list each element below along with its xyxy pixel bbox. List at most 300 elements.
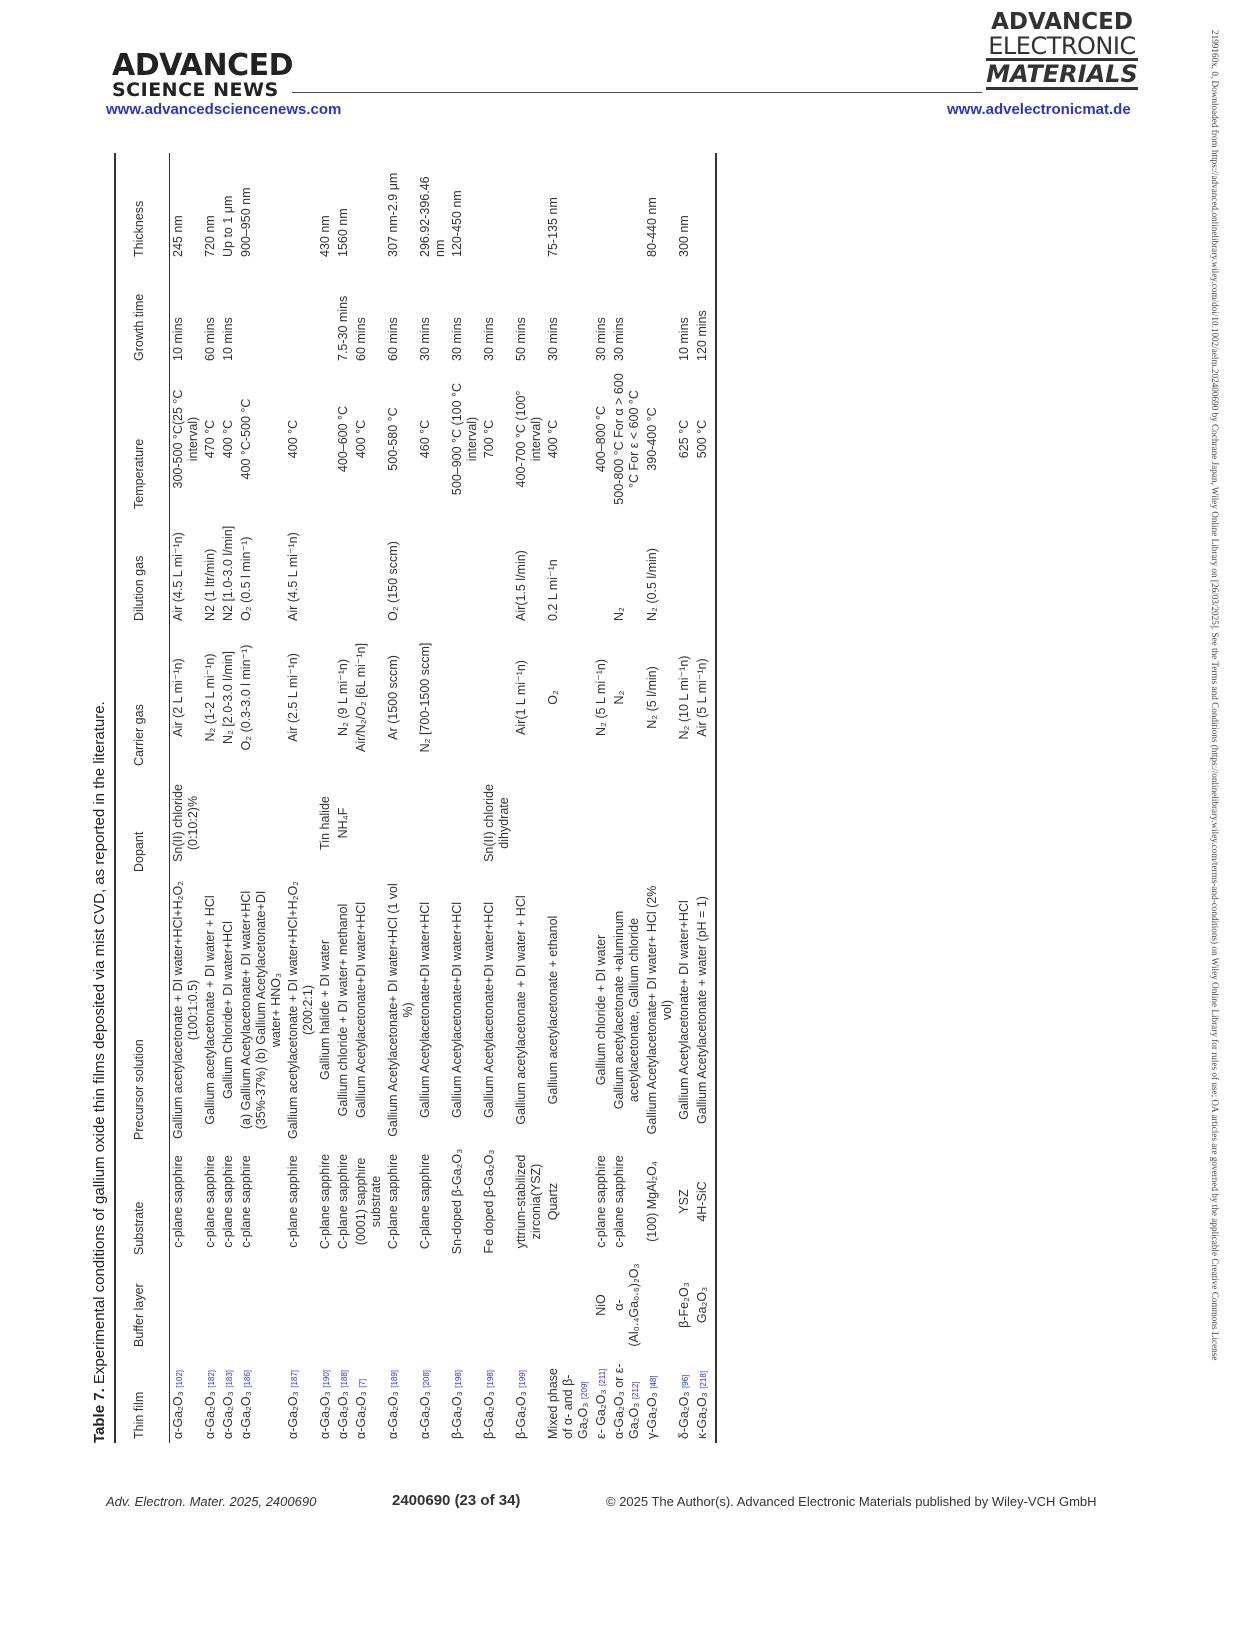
cell-growth-time-text: 30 mins: [612, 317, 626, 361]
cell-temperature: [238, 365, 285, 513]
cell-carrier-gas: [676, 625, 694, 770]
cell-temperature: [593, 365, 611, 513]
cell-carrier-gas: [449, 625, 481, 770]
cell-precursor-text: Gallium Acetylacetonate+ DI water+HCl: [677, 900, 691, 1120]
cell-dilution-gas: [385, 513, 417, 625]
cell-substrate: [285, 1144, 317, 1259]
download-note: 2199160x, 0, Downloaded from https://advanced.onlinelibrary.wiley.com/doi/10.1002/aelm.202400690 by Cochrane Japan, Wiley Online Library on [26/03/2025]. See the Terms and Conditions (https://onlinelibrary.wiley.com/terms-and-conditions) on Wiley Online Library for rules of use; OA articles are governed by the applicable Creative Commons License: [1210, 30, 1220, 1361]
footer-journal: Adv. Electron. Mater. 2025, 2400690: [106, 1494, 317, 1509]
reference-link[interactable]: [186]: [243, 1369, 252, 1388]
cell-thickness-text: 300 nm: [677, 215, 691, 257]
cell-carrier-gas: [335, 625, 353, 770]
reference-link[interactable]: [183]: [225, 1369, 234, 1388]
cell-temperature-text: 460 °C: [418, 419, 432, 459]
cell-buffer-layer: [317, 1259, 335, 1351]
cell-growth-time-text: 120 mins: [695, 310, 709, 361]
cell-temperature-text: 400 °C: [286, 419, 300, 459]
cell-thin-film-text: β-Ga₂O₃: [482, 1391, 496, 1439]
cell-growth-time: [694, 261, 716, 365]
cell-dilution-gas: [335, 513, 353, 625]
cell-thin-film: [545, 1351, 593, 1443]
cell-substrate-text: c-plane sapphire: [221, 1155, 235, 1248]
table-row: [676, 153, 694, 1443]
reference-link[interactable]: [96]: [681, 1374, 690, 1389]
cell-thickness: [353, 153, 385, 261]
cell-temperature-text: 400-700 °C (100° interval): [514, 390, 543, 488]
table-row: [545, 153, 593, 1443]
cell-carrier-gas: [513, 625, 545, 770]
reference-link[interactable]: [208]: [422, 1369, 431, 1388]
cell-thin-film: [238, 1351, 285, 1443]
cell-carrier-gas: [238, 625, 285, 770]
cell-substrate-text: (100) MgAl₂O₄: [645, 1161, 659, 1242]
cell-substrate: [676, 1144, 694, 1259]
cell-thickness-text: 120-450 nm: [450, 190, 464, 257]
cell-precursor: [481, 876, 513, 1144]
cell-thin-film-text: β-Ga₂O₃: [514, 1391, 528, 1439]
cell-substrate: [417, 1144, 449, 1259]
cell-thin-film-text: κ-Ga₂O₃: [695, 1392, 709, 1439]
col-header-dilution-gas: Dilution gas: [115, 513, 170, 625]
cell-substrate: [238, 1144, 285, 1259]
cell-precursor-text: Gallium acetylacetonate + DI water + HCl: [203, 895, 217, 1125]
cell-buffer-layer: [481, 1259, 513, 1351]
cell-carrier-gas: [481, 625, 513, 770]
cell-precursor-text: Gallium halide + DI water: [318, 940, 332, 1080]
col-header-precursor: Precursor solution: [115, 876, 170, 1144]
cell-temperature-text: 700 °C: [482, 419, 496, 459]
left-logo-line2: SCIENCE NEWS: [112, 79, 279, 101]
cell-dilution-gas: [285, 513, 317, 625]
col-header-growth-time: Growth time: [115, 261, 170, 365]
cell-thickness-text: 296.92-396.46 nm: [418, 176, 447, 257]
cell-substrate: [694, 1144, 716, 1259]
cell-growth-time: [285, 261, 317, 365]
reference-link[interactable]: [212]: [631, 1381, 640, 1400]
cell-growth-time-text: 30 mins: [594, 317, 608, 361]
reference-link[interactable]: [187]: [290, 1369, 299, 1388]
reference-link[interactable]: [211]: [598, 1368, 607, 1386]
reference-link[interactable]: [188]: [340, 1369, 349, 1388]
cell-precursor-text: Gallium Acetylacetonate + water (pH = 1): [695, 896, 709, 1124]
cell-carrier-gas: [317, 625, 335, 770]
cell-precursor-text: Gallium acetylacetonate + ethanol: [546, 915, 560, 1105]
cell-carrier-gas: [417, 625, 449, 770]
cell-thin-film-text: γ-Ga₂O₃: [645, 1392, 659, 1439]
cell-dilution-gas: [238, 513, 285, 625]
cell-substrate: [170, 1144, 203, 1259]
cell-thin-film: [220, 1351, 238, 1443]
cell-precursor: [694, 876, 716, 1144]
cell-substrate: [353, 1144, 385, 1259]
col-header-thin-film: Thin film: [115, 1351, 170, 1443]
cell-thin-film-text: α-Ga₂O₃ or ε-Ga₂O₃: [612, 1363, 641, 1439]
cell-dilution-gas-text: N₂: [612, 607, 626, 621]
reference-link[interactable]: [189]: [390, 1369, 399, 1388]
cell-precursor: [238, 876, 285, 1144]
cell-growth-time: [353, 261, 385, 365]
cell-dopant: [285, 770, 317, 876]
cell-thickness: [644, 153, 676, 261]
cell-dopant: [676, 770, 694, 876]
cell-thin-film: [335, 1351, 353, 1443]
cell-dilution-gas: [481, 513, 513, 625]
cell-substrate-text: C-plane sapphire: [336, 1153, 350, 1250]
cell-buffer-layer: [417, 1259, 449, 1351]
cell-thin-film: [694, 1351, 716, 1443]
reference-link[interactable]: [199]: [518, 1370, 527, 1388]
cell-dopant: [481, 770, 513, 876]
table-row: [417, 153, 449, 1443]
cell-buffer-layer: [513, 1259, 545, 1351]
cell-thin-film-text: β-Ga₂O₃: [450, 1391, 464, 1439]
cell-dopant: [202, 770, 220, 876]
cell-carrier-gas-text: N₂ (1-2 L mi⁻¹n): [203, 653, 217, 742]
cell-temperature: [449, 365, 481, 513]
cell-precursor-text: Gallium Acetylacetonate+DI water+HCl: [418, 901, 432, 1119]
cell-growth-time: [202, 261, 220, 365]
cell-carrier-gas: [220, 625, 238, 770]
cell-substrate: [317, 1144, 335, 1259]
cell-temperature-text: 400 °C: [354, 419, 368, 459]
cell-carrier-gas-text: N₂ [2.0-3.0 l/min]: [221, 650, 235, 745]
cell-temperature: [513, 365, 545, 513]
cell-temperature-text: 400 °C: [221, 419, 235, 459]
cell-dilution-gas-text: O₂ (150 sccm): [386, 541, 400, 621]
cell-buffer-layer: [170, 1259, 203, 1351]
cell-substrate-text: C-plane sapphire: [386, 1153, 400, 1250]
cell-buffer-layer: [545, 1259, 593, 1351]
cell-substrate-text: C-plane sapphire: [318, 1153, 332, 1250]
table-row: [644, 153, 676, 1443]
cell-growth-time-text: 30 mins: [418, 317, 432, 361]
table-row: [317, 153, 335, 1443]
cell-temperature: [353, 365, 385, 513]
cell-thin-film: [285, 1351, 317, 1443]
cell-substrate: [220, 1144, 238, 1259]
cell-precursor: [353, 876, 385, 1144]
table-row: [335, 153, 353, 1443]
cell-thickness-text: 430 nm: [318, 215, 332, 257]
cell-precursor-text: Gallium chloride + DI water+ methanol: [336, 903, 350, 1117]
cell-temperature-text: 300-500 °C(25 °C interval): [171, 389, 200, 489]
cell-temperature: [202, 365, 220, 513]
cell-dilution-gas: [317, 513, 335, 625]
cell-buffer-layer: [285, 1259, 317, 1351]
cell-precursor: [593, 876, 611, 1144]
cell-growth-time: [417, 261, 449, 365]
cell-thickness-text: 720 nm: [203, 215, 217, 257]
cell-precursor: [513, 876, 545, 1144]
cell-precursor-text: Gallium Acetylacetonate+ DI water+HCl (1 vol %): [386, 883, 415, 1137]
cell-substrate-text: YSZ: [677, 1189, 691, 1214]
right-url-link[interactable]: www.advelectronicmat.de: [947, 101, 1131, 118]
cell-dopant: [417, 770, 449, 876]
cell-temperature-text: 500–900 °C (100 °C interval): [450, 382, 479, 496]
cell-thin-film-text: δ-Ga₂O₃: [677, 1391, 691, 1439]
cell-dopant-text: NH₄F: [336, 807, 350, 839]
footer-page-number: 2400690 (23 of 34): [392, 1492, 521, 1509]
cell-dilution-gas: [694, 513, 716, 625]
cell-carrier-gas: [644, 625, 676, 770]
cell-temperature: [545, 365, 593, 513]
cell-carrier-gas-text: N₂ [700-1500 sccm]: [418, 642, 432, 753]
cell-thin-film-text: α-Ga₂O₃: [239, 1391, 253, 1439]
advanced-science-news-logo: [112, 48, 294, 101]
cell-thin-film: [202, 1351, 220, 1443]
cell-precursor: [385, 876, 417, 1144]
cell-precursor: [449, 876, 481, 1144]
cell-thickness: [449, 153, 481, 261]
cell-carrier-gas: [385, 625, 417, 770]
cell-substrate-text: c-plane sapphire: [286, 1155, 300, 1248]
cell-substrate-text: Quartz: [546, 1182, 560, 1221]
cell-temperature: [694, 365, 716, 513]
cell-growth-time: [317, 261, 335, 365]
cell-carrier-gas-text: Air(1 L mi⁻¹n): [514, 660, 528, 735]
cell-substrate-text: c-plane sapphire: [203, 1155, 217, 1248]
cell-temperature: [335, 365, 353, 513]
cell-temperature: [317, 365, 335, 513]
cell-precursor: [417, 876, 449, 1144]
cell-growth-time-text: 50 mins: [514, 317, 528, 361]
cell-thin-film: [481, 1351, 513, 1443]
cell-dopant: [238, 770, 285, 876]
cell-buffer-layer: [385, 1259, 417, 1351]
cell-thickness: [513, 153, 545, 261]
cell-carrier-gas-text: Ar (1500 sccm): [386, 655, 400, 740]
cell-thickness-text: Up to 1 μm: [221, 195, 235, 257]
table-row: [694, 153, 716, 1443]
footer-copyright: © 2025 The Author(s). Advanced Electronic Materials published by Wiley-VCH GmbH: [606, 1494, 1097, 1509]
cell-thin-film: [417, 1351, 449, 1443]
cell-precursor: [317, 876, 335, 1144]
table-row: [481, 153, 513, 1443]
cell-carrier-gas-text: O₂ (0.3-3.0 l min⁻¹): [239, 644, 253, 751]
cell-dopant: [449, 770, 481, 876]
cell-growth-time: [593, 261, 611, 365]
cell-dopant: [385, 770, 417, 876]
cell-thickness: [285, 153, 317, 261]
cell-precursor-text: Gallium Acetylacetonate+DI water+HCl: [450, 901, 464, 1119]
cell-dopant: [170, 770, 203, 876]
cell-substrate-text: yttrium-stabilized zirconia(YSZ): [514, 1154, 543, 1249]
cell-temperature: [220, 365, 238, 513]
cell-dilution-gas: [644, 513, 676, 625]
cell-precursor: [285, 876, 317, 1144]
cell-buffer-layer: [611, 1259, 644, 1351]
reference-link[interactable]: [209]: [580, 1381, 589, 1400]
cell-buffer-layer-text: Ga₂O₃: [695, 1286, 709, 1324]
cell-dopant: [611, 770, 644, 876]
cell-temperature: [285, 365, 317, 513]
cell-thickness: [335, 153, 353, 261]
table-row: [385, 153, 417, 1443]
cell-buffer-layer: [335, 1259, 353, 1351]
cell-thin-film-text: α-Ga₂O₃: [171, 1391, 185, 1439]
cell-substrate: [385, 1144, 417, 1259]
table-row: [220, 153, 238, 1443]
left-logo-line1: ADVANCED: [112, 48, 294, 83]
cell-carrier-gas: [593, 625, 611, 770]
cell-thickness-text: 307 nm-2.9 μm: [386, 172, 400, 257]
cell-precursor-text: Gallium Acetylacetonate+DI water+HCl: [482, 901, 496, 1119]
cell-growth-time-text: 60 mins: [386, 317, 400, 361]
cell-buffer-layer: [644, 1259, 676, 1351]
cell-carrier-gas-text: Air (2 L mi⁻¹n): [171, 658, 185, 737]
cell-temperature: [676, 365, 694, 513]
cell-carrier-gas-text: N₂ (5 L mi⁻¹n): [594, 659, 608, 736]
reference-link[interactable]: [102]: [175, 1369, 184, 1388]
cell-carrier-gas-text: N₂ (9 L mi⁻¹n): [336, 659, 350, 736]
cell-thin-film-text: α-Ga₂O₃: [318, 1391, 332, 1439]
cell-carrier-gas-text: Air (2.5 L mi⁻¹n): [286, 653, 300, 742]
cell-substrate-text: c-plane sapphire: [594, 1155, 608, 1248]
reference-link[interactable]: [218]: [699, 1370, 708, 1389]
cell-temperature-text: 500-580 °C: [386, 407, 400, 471]
cell-growth-time: [611, 261, 644, 365]
cell-temperature-text: 400 °C: [546, 419, 560, 459]
cell-dopant: [220, 770, 238, 876]
table-caption: [86, 153, 114, 1443]
right-logo-line3: MATERIALS: [986, 60, 1138, 88]
cell-carrier-gas-text: O₂: [546, 690, 560, 705]
cell-precursor: [220, 876, 238, 1144]
reference-link[interactable]: [48]: [649, 1375, 658, 1389]
cell-thin-film-text: Mixed phase of α- and β-Ga₂O₃: [546, 1368, 590, 1439]
cell-dilution-gas: [676, 513, 694, 625]
cell-dopant: [353, 770, 385, 876]
cell-thickness: [385, 153, 417, 261]
cell-dilution-gas: [353, 513, 385, 625]
cell-temperature: [481, 365, 513, 513]
cell-thin-film: [644, 1351, 676, 1443]
cell-buffer-layer: [593, 1259, 611, 1351]
cell-thin-film: [317, 1351, 335, 1443]
reference-link[interactable]: [190]: [322, 1369, 331, 1388]
header-rule: [292, 92, 982, 93]
cell-thickness: [317, 153, 335, 261]
cell-substrate: [611, 1144, 644, 1259]
cell-dilution-gas-text: Air (4.5 L mi⁻¹n): [171, 532, 185, 621]
cell-thin-film: [611, 1351, 644, 1443]
cell-carrier-gas: [170, 625, 203, 770]
cell-carrier-gas: [353, 625, 385, 770]
reference-link[interactable]: [198]: [486, 1370, 495, 1388]
cell-thin-film: [676, 1351, 694, 1443]
cell-buffer-layer-text: NiO: [594, 1294, 608, 1316]
cell-growth-time: [335, 261, 353, 365]
cell-dilution-gas: [170, 513, 203, 625]
cell-thin-film-text: α-Ga₂O₃: [203, 1391, 217, 1439]
cell-dopant: [593, 770, 611, 876]
cell-thin-film-text: α-Ga₂O₃: [418, 1391, 432, 1439]
cell-carrier-gas-text: Air (5 L mi⁻¹n): [695, 658, 709, 737]
cell-dilution-gas: [611, 513, 644, 625]
col-header-substrate: Substrate: [115, 1144, 170, 1259]
cell-growth-time: [481, 261, 513, 365]
cell-buffer-layer: [220, 1259, 238, 1351]
cell-dilution-gas-text: Air (4.5 L mi⁻¹n): [286, 532, 300, 621]
cell-dilution-gas: [545, 513, 593, 625]
cell-precursor-text: Gallium acetylacetonate + DI water+HCl+H₂O₂ (200:2:1): [286, 880, 315, 1140]
cell-growth-time-text: 10 mins: [221, 317, 235, 361]
cell-substrate-text: c-plane sapphire: [239, 1155, 253, 1248]
cell-dilution-gas: [449, 513, 481, 625]
cell-substrate: [449, 1144, 481, 1259]
cell-dilution-gas-text: N₂ (0.5 l/min): [645, 548, 659, 621]
cell-dilution-gas-text: N2 [1.0-3.0 l/min]: [221, 525, 235, 621]
cell-buffer-layer: [202, 1259, 220, 1351]
cell-growth-time-text: 10 mins: [171, 317, 185, 361]
cell-precursor: [611, 876, 644, 1144]
cell-temperature: [417, 365, 449, 513]
cell-thickness: [417, 153, 449, 261]
cell-growth-time-text: 10 mins: [677, 317, 691, 361]
cell-growth-time: [513, 261, 545, 365]
cell-thickness-text: 75-135 nm: [546, 197, 560, 257]
table-row: [202, 153, 220, 1443]
cell-precursor-text: Gallium Chloride+ DI water+HCl: [221, 921, 235, 1099]
cell-substrate-text: 4H-SiC: [695, 1181, 709, 1222]
cell-thickness: [694, 153, 716, 261]
cell-thin-film-text: α-Ga₂O₃: [286, 1391, 300, 1439]
cell-dopant-text: Sn(II) chloride dihydrate: [482, 784, 511, 862]
cell-thin-film: [385, 1351, 417, 1443]
cell-substrate-text: c-plane sapphire: [612, 1155, 626, 1248]
cell-carrier-gas: [611, 625, 644, 770]
cell-substrate: [335, 1144, 353, 1259]
cell-substrate: [593, 1144, 611, 1259]
cell-carrier-gas: [694, 625, 716, 770]
cell-thickness: [593, 153, 611, 261]
cell-thin-film: [353, 1351, 385, 1443]
cell-substrate: [644, 1144, 676, 1259]
col-header-carrier-gas: Carrier gas: [115, 625, 170, 770]
cell-growth-time-text: 60 mins: [354, 317, 368, 361]
left-url-link[interactable]: www.advancedsciencenews.com: [106, 101, 342, 118]
cell-carrier-gas-text: Air/N₂/O₂ [6L mi⁻¹n]: [354, 643, 368, 752]
table-caption-label: Table 7.: [91, 1388, 108, 1443]
cell-dilution-gas-text: Air(1.5 l/min): [514, 550, 528, 621]
cell-substrate: [481, 1144, 513, 1259]
cell-precursor-text: Gallium acetylacetonate + DI water + HCl: [514, 895, 528, 1125]
cell-temperature-text: 400 °C-500 °C: [239, 398, 253, 480]
cell-substrate: [513, 1144, 545, 1259]
cell-carrier-gas-text: N₂ (5 l/min): [645, 666, 659, 729]
right-logo-line1: ADVANCED: [991, 9, 1133, 35]
reference-link[interactable]: [182]: [207, 1369, 216, 1388]
cell-dilution-gas: [202, 513, 220, 625]
cell-thickness: [611, 153, 644, 261]
cell-dopant: [317, 770, 335, 876]
cell-precursor: [202, 876, 220, 1144]
cell-thin-film-text: α-Ga₂O₃: [386, 1391, 400, 1439]
table-header-row: [115, 153, 170, 1443]
cell-precursor-text: Gallium Acetylacetonate+DI water+HCl: [354, 901, 368, 1119]
cell-carrier-gas-text: N₂: [612, 690, 626, 705]
cell-substrate: [545, 1144, 593, 1259]
reference-link[interactable]: [198]: [454, 1370, 463, 1388]
cell-dopant: [335, 770, 353, 876]
cell-thickness: [481, 153, 513, 261]
cell-growth-time-text: 30 mins: [482, 317, 496, 361]
cell-precursor: [644, 876, 676, 1144]
cell-temperature: [611, 365, 644, 513]
reference-link[interactable]: [7]: [358, 1378, 367, 1388]
cell-dilution-gas-text: 0.2 L mi⁻¹n: [546, 559, 560, 621]
cell-growth-time-text: 60 mins: [203, 317, 217, 361]
